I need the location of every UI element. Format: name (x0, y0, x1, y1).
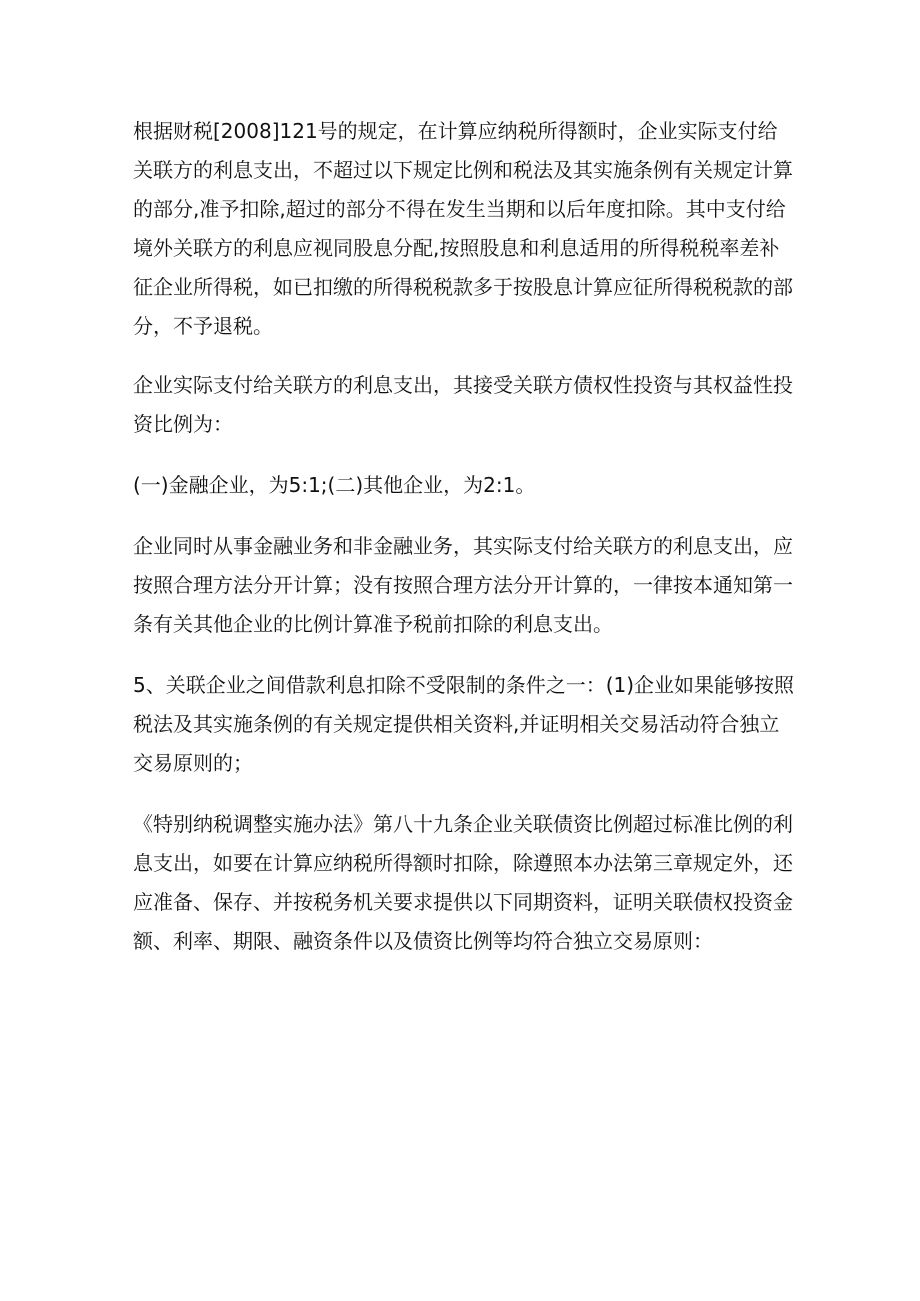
paragraph-condition-one: 5、关联企业之间借款利息扣除不受限制的条件之一：(1)企业如果能够按照税法及其实施条例的有关规定提供相关资料,并证明相关交易活动符合独立交易原则的； (133, 673, 795, 775)
paragraph-interest-deduction-rule: 根据财税[2008]121号的规定，在计算应纳税所得额时，企业实际支付给关联方的利息支出，不超过以下规定比例和税法及其实施条例有关规定计算的部分,准予扣除,超过的部分不得在发生当期和以后年度扣除。其中支付给境外关联方的利息应视同股息分配,按照股息和利息适用的所得税税率差补征企业所得税，如已扣缴的所得税税款多于按股息计算应征所得税税款的部分，不予退税。 (133, 119, 793, 338)
paragraph-special-adjustment: 《特别纳税调整实施办法》第八十九条企业关联债资比例超过标准比例的利息支出，如要在计算应纳税所得额时扣除，除遵照本办法第三章规定外，还应准备、保存、并按税务机关要求提供以下同期资料，证明关联债权投资金额、利率、期限、融资条件以及债资比例等均符合独立交易原则： (133, 812, 793, 953)
paragraph-debt-equity-ratio: 企业实际支付给关联方的利息支出，其接受关联方债权性投资与其权益性投资比例为： (133, 373, 793, 436)
paragraph-mixed-business: 企业同时从事金融业务和非金融业务，其实际支付给关联方的利息支出，应按照合理方法分开计算；没有按照合理方法分开计算的，一律按本通知第一条有关其他企业的比例计算准予税前扣除的利息支出。 (133, 534, 793, 636)
paragraph-ratio-values: (一)金融企业，为5:1;(二)其他企业，为2:1。 (133, 473, 536, 497)
document-body (133, 112, 795, 961)
